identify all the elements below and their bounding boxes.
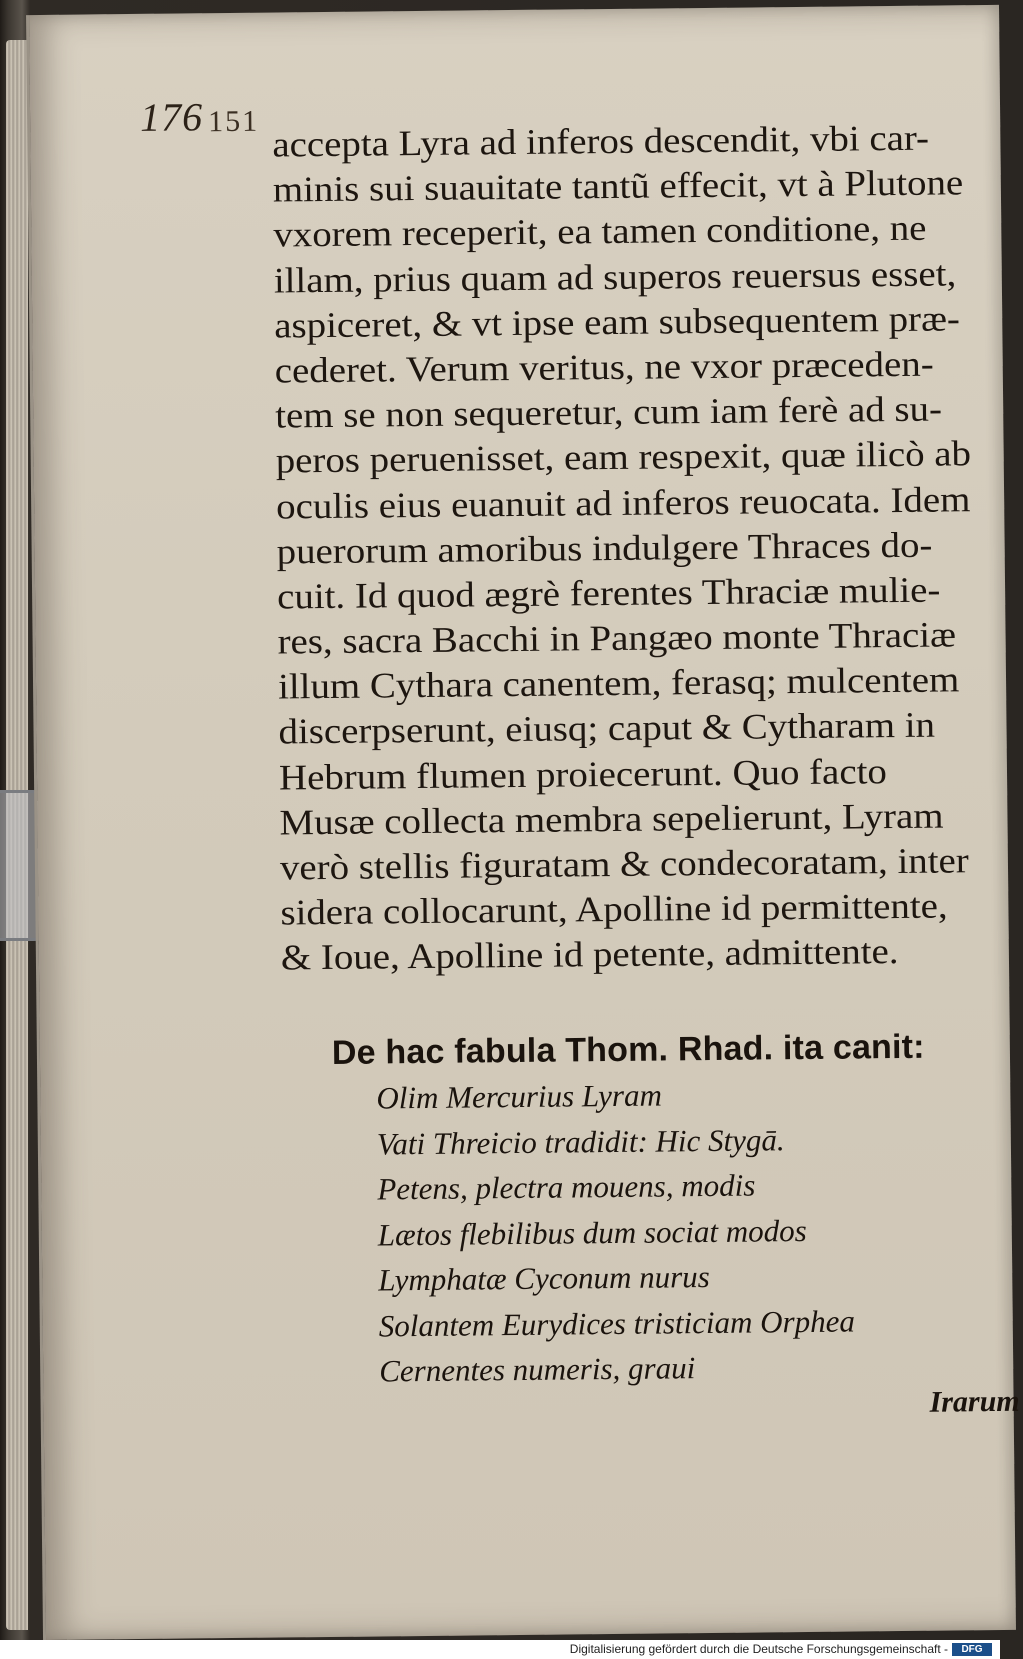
prose-line: aspiceret, & vt ipse eam subsequentem præ- [274, 298, 961, 346]
verse-heading: De hac fabula Thom. Rhad. ita canit: [331, 1027, 925, 1072]
funding-credit: Digitalisierung gefördert durch die Deutsche Forschungsgemeinschaft - [569, 1642, 948, 1656]
prose-line: tem se non sequeretur, cum iam ferè ad su- [275, 388, 943, 436]
verse-line: Petens, plectra mouens, modis [377, 1167, 756, 1207]
verse-block [376, 1069, 979, 1394]
verse-line: Vati Threicio tradidit: Hic Stygā. [376, 1121, 785, 1161]
catchword: Irarum [929, 1384, 1020, 1419]
verse-line: Lymphatæ Cyconum nurus [378, 1259, 710, 1298]
page-number: 176 [139, 94, 204, 140]
dfg-logo-icon: DFG [952, 1643, 992, 1656]
prose-line: peros peruenisset, eam respexit, quæ ilicò ab [275, 433, 972, 481]
prose-block [272, 115, 1016, 981]
prose-line: sidera collocarunt, Apolline id permittente, [280, 885, 948, 933]
prose-line: oculis eius euanuit ad inferos reuocata. Idem [275, 478, 971, 527]
verse-line: Cernentes numeris, graui [379, 1350, 696, 1389]
prose-line: minis sui suauitate tantũ effecit, vt à Plutone [272, 162, 964, 210]
prose-line: cuit. Id quod ægrè ferentes Thraciæ mulie- [276, 569, 941, 617]
footer-bar [0, 1640, 1000, 1659]
prose-line: accepta Lyra ad inferos descendit, vbi car- [272, 117, 930, 165]
prose-line: Musæ collecta membra sepelierunt, Lyram [279, 795, 944, 843]
prose-line: illam, prius quam ad superos reuersus esset, [273, 252, 957, 301]
prose-line: cederet. Verum veritus, ne vxor præceden- [274, 343, 934, 391]
prose-line: & Ioue, Apolline id petente, admittente. [280, 931, 899, 978]
prose-line: illum Cythara canentem, ferasq; mulcentem [277, 659, 960, 707]
signature-mark: 151 [207, 104, 260, 139]
verse-line: Lætos flebilibus dum sociat modos [377, 1212, 807, 1252]
book-page [26, 5, 1020, 1640]
verse-line: Solantem Eurydices tristiciam Orphea [378, 1302, 856, 1343]
prose-line: Hebrum flumen proiecerunt. Quo facto [278, 750, 888, 798]
prose-line: vxorem receperit, ea tamen conditione, ne [273, 208, 927, 255]
prose-line: discerpserunt, eiusq; caput & Cytharam in [278, 705, 936, 752]
prose-line: verò stellis figuratam & condecoratam, inter [279, 840, 969, 888]
prose-line: res, sacra Bacchi in Pangæo monte Thraciæ [277, 614, 957, 662]
prose-line: puerorum amoribus indulgere Thraces do- [276, 524, 933, 572]
verse-line: Olim Mercurius Lyram [376, 1077, 663, 1116]
